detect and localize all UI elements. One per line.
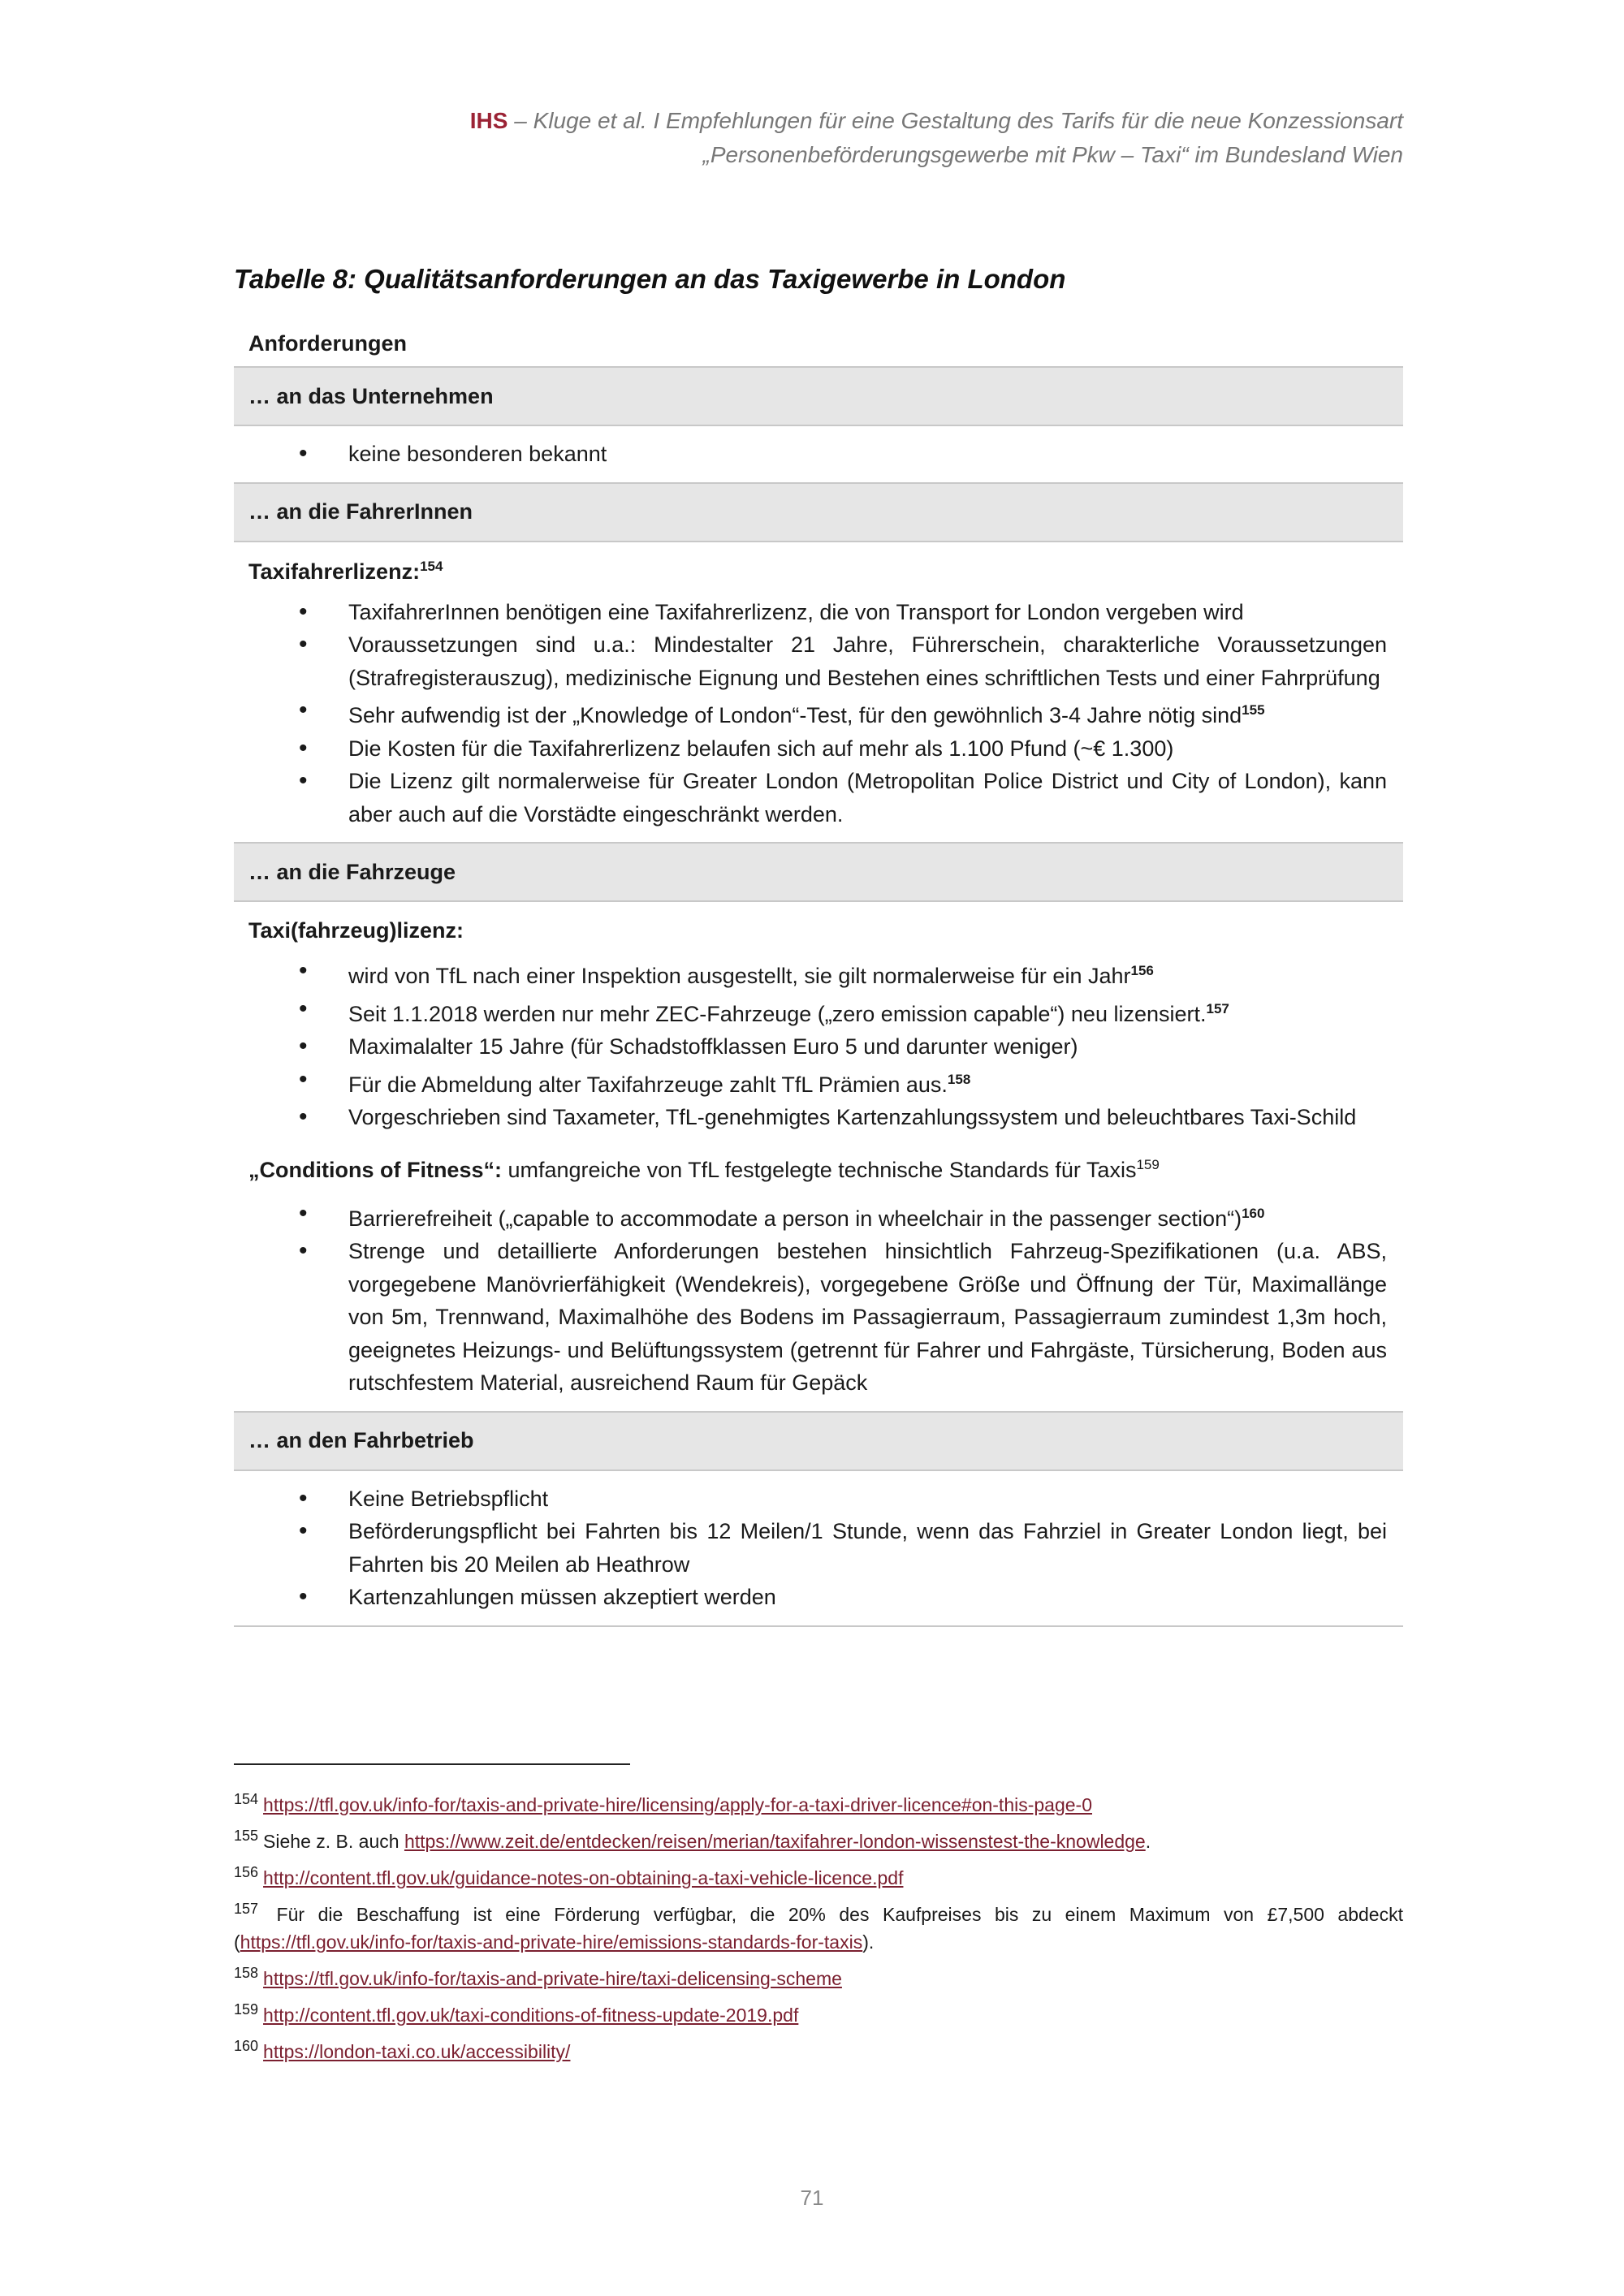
footnote-link[interactable]: https://tfl.gov.uk/info-for/taxis-and-private-hire/emissions-standards-for-taxis (240, 1931, 863, 1953)
list-item: • Kartenzahlungen müssen akzeptiert werden (248, 1581, 1387, 1614)
running-header (470, 104, 1403, 172)
footnote-link[interactable]: https://www.zeit.de/entdecken/reisen/merian/taxifahrer-london-wissenstest-the-knowledge (404, 1831, 1146, 1852)
list-item: • keine besonderen bekannt (248, 438, 1387, 471)
list-item: • Vorgeschrieben sind Taxameter, TfL-genehmigtes Kartenzahlungssystem und beleuchtbares Taxi-Schild (248, 1101, 1387, 1134)
list-item: • Sehr aufwendig ist der „Knowledge of London“-Test, für den gewöhnlich 3-4 Jahre nötig sind$^{155}$ (248, 694, 1387, 732)
footnote-link[interactable]: https://tfl.gov.uk/info-for/taxis-and-private-hire/licensing/apply-for-a-taxi-driver-licence#on-this-page-0 (263, 1794, 1092, 1815)
list-item: • Beförderungspflicht bei Fahrten bis 12 Meilen/1 Stunde, wenn das Fahrziel in Greater London liegt, bei Fahrten bis 20 Meilen ab Heathrow (248, 1515, 1387, 1581)
footnote-link[interactable]: http://content.tfl.gov.uk/taxi-conditions-of-fitness-update-2019.pdf (263, 2005, 799, 2026)
footnote-ref[interactable]: 155 (1242, 702, 1265, 718)
footnote-158: $^{158}$ https://tfl.gov.uk/info-for/taxis-and-private-hire/taxi-delicensing-scheme (234, 1965, 842, 1989)
requirements-table (234, 321, 1403, 1627)
section-operation-content (234, 1471, 1403, 1627)
subheading-vehicle-licence: Taxi(fahrzeug)lizenz: (248, 918, 464, 943)
section-company-content (234, 426, 1403, 482)
list-item: • TaxifahrerInnen benötigen eine Taxifahrerlizenz, die von Transport for London vergeben wird (248, 596, 1387, 629)
list-item: • Keine Betriebspflicht (248, 1482, 1387, 1516)
footnote-link[interactable]: https://london-taxi.co.uk/accessibility/ (263, 2041, 571, 2062)
table-caption: Tabelle 8: Qualitätsanforderungen an das Taxigewerbe in London (234, 264, 1066, 294)
list-item: • Strenge und detaillierte Anforderungen bestehen hinsichtlich Fahrzeug-Spezifikationen (u.a. ABS, vorgegebene Manövrierfähigkeit (Wendekreis), vorgegebene Größe und Öffnung der Tür, Maximallänge von 5m, Trennwand, Maximalhöhe des Bodens im Passagierraum, Passagierraum zumindest 1,3m hoch, geeignetes Heizungs- und Belüftungssystem (getrennt für Fahrer und Fahrgäste, Türsicherung, Boden aus rutschfestem Material, ausreichend Raum für Gepäck (248, 1235, 1387, 1400)
list-item: • Die Lizenz gilt normalerweise für Greater London (Metropolitan Police District und City of London), kann aber auch auf die Vorstädte eingeschränkt werden. (248, 765, 1387, 831)
list-item: • Maximalalter 15 Jahre (für Schadstoffklassen Euro 5 und darunter weniger) (248, 1030, 1387, 1064)
list-item: • Die Kosten für die Taxifahrerlizenz belaufen sich auf mehr als 1.100 Pfund (~€ 1.300) (248, 732, 1387, 766)
footnote-separator (234, 1763, 630, 1765)
section-title-company: … an das Unternehmen (234, 366, 1403, 426)
list-item: • wird von TfL nach einer Inspektion ausgestellt, sie gilt normalerweise für ein Jahr$^{156}$ (248, 955, 1387, 993)
footnote-ref[interactable]: 154 (420, 558, 443, 574)
subheading-driver-licence: Taxifahrerlizenz:$^{154}$ (248, 558, 443, 584)
header-line-1 (470, 104, 1403, 138)
footnote-link[interactable]: https://tfl.gov.uk/info-for/taxis-and-private-hire/taxi-delicensing-scheme (263, 1968, 842, 1989)
page-number: 71 (800, 2186, 824, 2210)
footnote-157: $^{157}$ Für die Beschaffung ist eine Förderung verfügbar, die 20% des Kaufpreises bis zu einem Maximum von £7,500 abdeckt (https://tfl.gov.uk/info-for/taxis-and-private-hire/emissions-standards-for-taxis). (234, 1901, 1403, 1953)
brand-logo-text: IHS (469, 108, 508, 133)
list-item: • Für die Abmeldung alter Taxifahrzeuge zahlt TfL Prämien aus.$^{158}$ (248, 1064, 1387, 1102)
footnote-ref[interactable]: 156 (1130, 963, 1154, 978)
footnote-156: $^{156}$ http://content.tfl.gov.uk/guidance-notes-on-obtaining-a-taxi-vehicle-licence.pdf (234, 1864, 904, 1888)
list-item: • Seit 1.1.2018 werden nur mehr ZEC-Fahrzeuge („zero emission capable“) neu lizensiert.$^{157}$ (248, 993, 1387, 1031)
list-item: • Voraussetzungen sind u.a.: Mindestalter 21 Jahre, Führerschein, charakterliche Voraussetzungen (Strafregisterauszug), medizinische Eignung und Bestehen eines schriftlichen Tests und einer Fahrprüfung (248, 628, 1387, 694)
section-drivers-content (234, 542, 1403, 843)
header-line-2: „Personenbeförderungsgewerbe mit Pkw – Taxi“ im Bundesland Wien (702, 142, 1403, 167)
footnote-154: $^{154}$ https://tfl.gov.uk/info-for/taxis-and-private-hire/licensing/apply-for-a-taxi-driver-licence#on-this-page-0 (234, 1791, 1092, 1815)
footnote-link[interactable]: http://content.tfl.gov.uk/guidance-notes-on-obtaining-a-taxi-vehicle-licence.pdf (263, 1867, 904, 1888)
footnote-ref[interactable]: 160 (1242, 1205, 1265, 1221)
fitness-paragraph: „Conditions of Fitness“: umfangreiche von TfL festgelegte technische Standards für Taxis$^{159}$ (248, 1156, 1160, 1182)
section-vehicles-content (234, 902, 1403, 1411)
footnote-159: $^{159}$ http://content.tfl.gov.uk/taxi-conditions-of-fitness-update-2019.pdf (234, 2001, 799, 2026)
list-item: • Barrierefreiheit („capable to accommodate a person in wheelchair in the passenger section“)$^{160}$ (248, 1198, 1387, 1236)
section-title-vehicles: … an die Fahrzeuge (234, 842, 1403, 902)
table-header: Anforderungen (248, 330, 407, 356)
section-title-drivers: … an die FahrerInnen (234, 482, 1403, 542)
footnote-160: $^{160}$ https://london-taxi.co.uk/accessibility/ (234, 2038, 571, 2062)
header-title: – Kluge et al. I Empfehlungen für eine Gestaltung des Tarifs für die neue Konzessionsart (508, 108, 1403, 133)
footnote-ref[interactable]: 159 (1136, 1156, 1160, 1172)
footnote-ref[interactable]: 158 (947, 1071, 971, 1087)
footnotes (234, 1791, 1403, 2074)
footnote-ref[interactable]: 157 (1206, 1000, 1229, 1016)
section-title-operation: … an den Fahrbetrieb (234, 1411, 1403, 1471)
footnote-155: $^{155}$ Siehe z. B. auch https://www.zeit.de/entdecken/reisen/merian/taxifahrer-london-wissenstest-the-knowledge. (234, 1828, 1151, 1852)
